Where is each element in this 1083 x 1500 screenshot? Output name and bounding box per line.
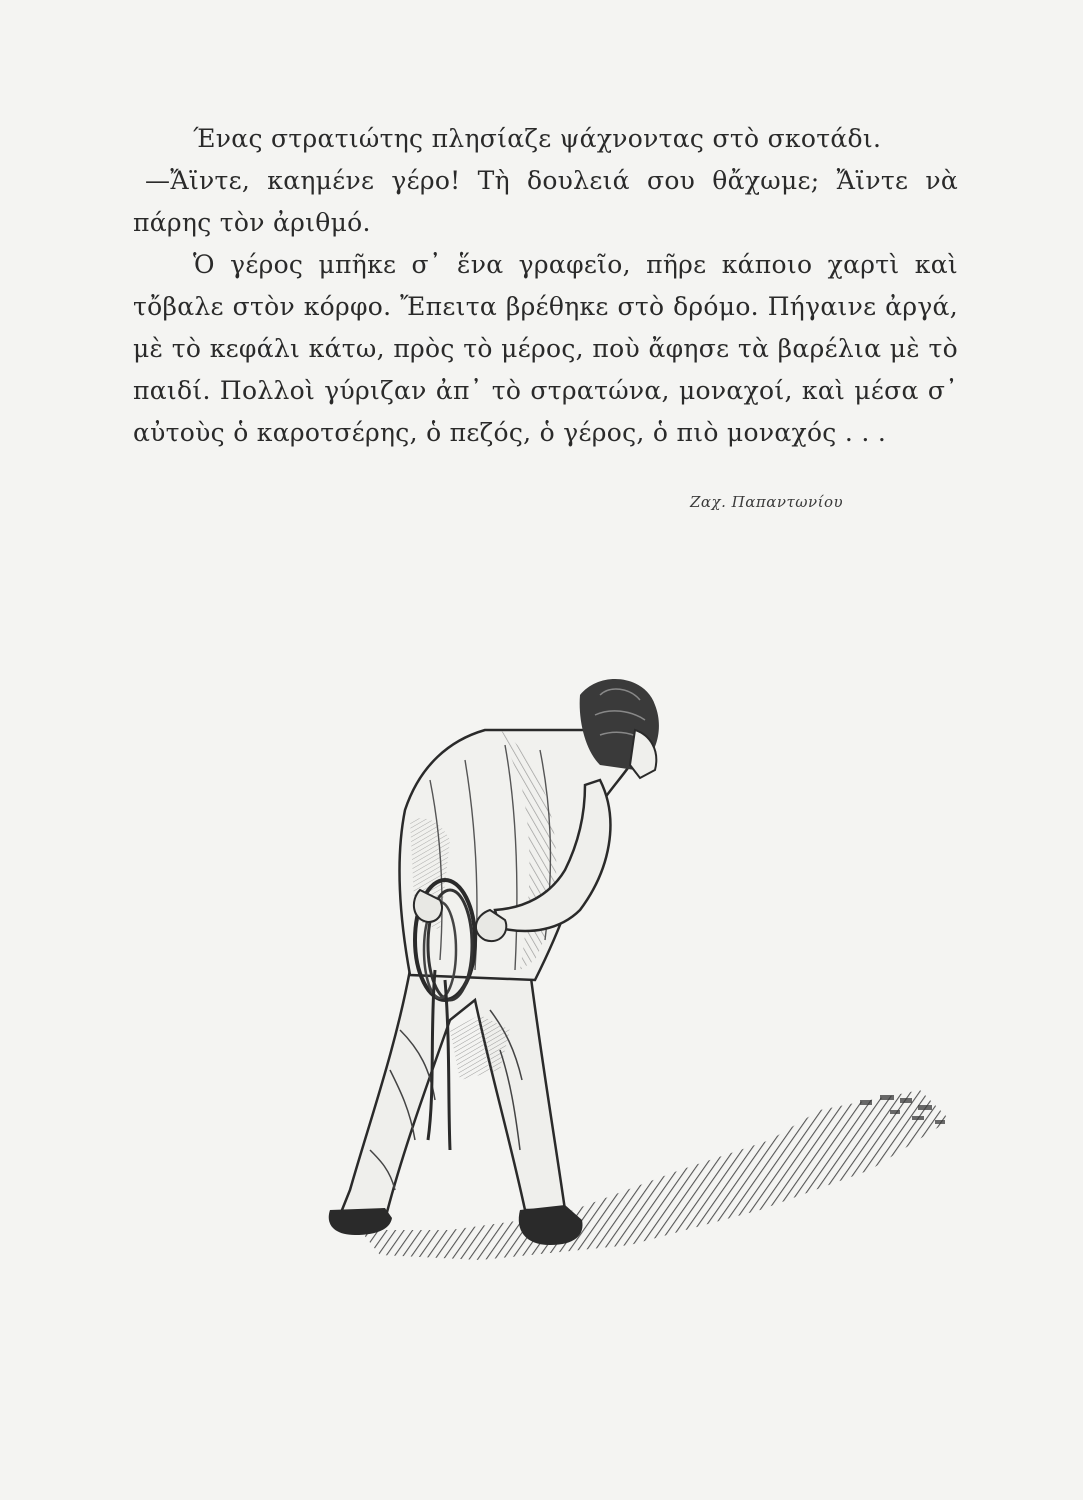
old-man-illustration <box>300 670 1000 1290</box>
paragraph-old-man: Ὁ γέρος μπῆκε σ᾽ ἕνα γραφεῖο, πῆρε κάποιο χαρτὶ καὶ τὄβαλε στὸν κόρφο. Ἔπειτα βρέθηκε στὸ δρόμο. Πήγαινε ἀργά, μὲ τὸ κεφάλι κάτω, πρὸς τὸ μέρος, ποὺ ἄφησε τὰ βαρέλια μὲ τὸ παιδί. Πολλοὶ γύριζαν ἀπ᾽ τὸ στρατώνα, μοναχοί, καὶ μέσα σ᾽ αὐτοὺς ὁ καροτσέρης, ὁ πεζός, ὁ γέρος, ὁ πιὸ μοναχός . . . <box>133 250 958 447</box>
paragraph-dialogue: —Ἄϊντε, καημένε γέρο! Τὴ δουλειά σου θἄχωμε; Ἄϊντε νὰ πάρης τὸν ἀριθμό. <box>133 166 958 237</box>
author-signature: Ζαχ. Παπαντωνίου <box>690 493 844 511</box>
paragraph-soldier: Ένας στρατιώτης πλησίαζε ψάχνοντας στὸ σκοτάδι. <box>193 124 882 153</box>
body-text <box>133 118 958 454</box>
trousers <box>340 970 565 1220</box>
